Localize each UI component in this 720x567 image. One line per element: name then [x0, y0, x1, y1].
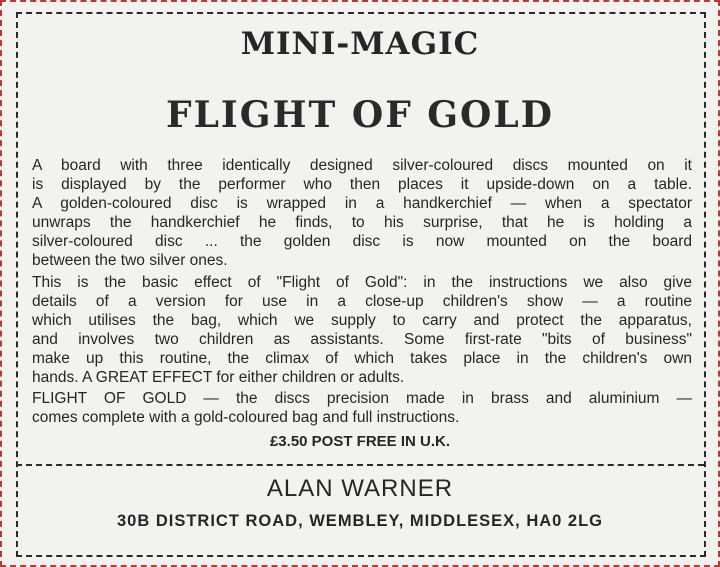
- advertiser-address: 30B DISTRICT ROAD, WEMBLEY, MIDDLESEX, HA0 2LG: [116, 512, 604, 530]
- paragraph-line: FLIGHT OF GOLD — the discs precision made in brass and aluminium —: [32, 390, 692, 407]
- paragraph-line: details of a version for use in a close-up children's show — a routine: [32, 293, 692, 310]
- paragraph-line: hands. A GREAT EFFECT for either children or adults.: [32, 369, 405, 386]
- paragraph-line: comes complete with a gold-coloured bag and full instructions.: [32, 409, 460, 426]
- paragraph-line: unwraps the handkerchief he finds, to his surprise, that he is holding a: [32, 214, 692, 231]
- paragraph-description: [32, 156, 692, 270]
- section-divider: [16, 464, 704, 466]
- advertiser-name: ALAN WARNER: [266, 475, 454, 502]
- price-line: £3.50 POST FREE IN U.K.: [269, 433, 451, 450]
- paragraph-line: silver-coloured disc ... the golden disc is now mounted on the board: [32, 233, 692, 250]
- paragraph-line: This is the basic effect of "Flight of Gold": in the instructions we also give: [32, 274, 692, 291]
- paragraph-line: make up this routine, the climax of which takes place in the children's own: [32, 350, 692, 367]
- paragraph-routine: [32, 273, 692, 387]
- paragraph-line: A board with three identically designed silver-coloured discs mounted on it: [32, 157, 692, 174]
- paragraph-line: and involves two children as assistants. Some first-rate "bits of business": [32, 331, 692, 348]
- advert-title: FLIGHT OF GOLD: [166, 94, 554, 136]
- paragraph-contents: [32, 389, 692, 427]
- advert-heading: MINI-MAGIC: [240, 26, 480, 62]
- paragraph-line: is displayed by the performer who then places it upside-down on a table.: [32, 176, 692, 193]
- paragraph-line: between the two silver ones.: [32, 252, 228, 269]
- paragraph-line: A golden-coloured disc is wrapped in a handkerchief — when a spectator: [32, 195, 692, 212]
- paragraph-line: which utilises the bag, which we supply to carry and protect the apparatus,: [32, 312, 692, 329]
